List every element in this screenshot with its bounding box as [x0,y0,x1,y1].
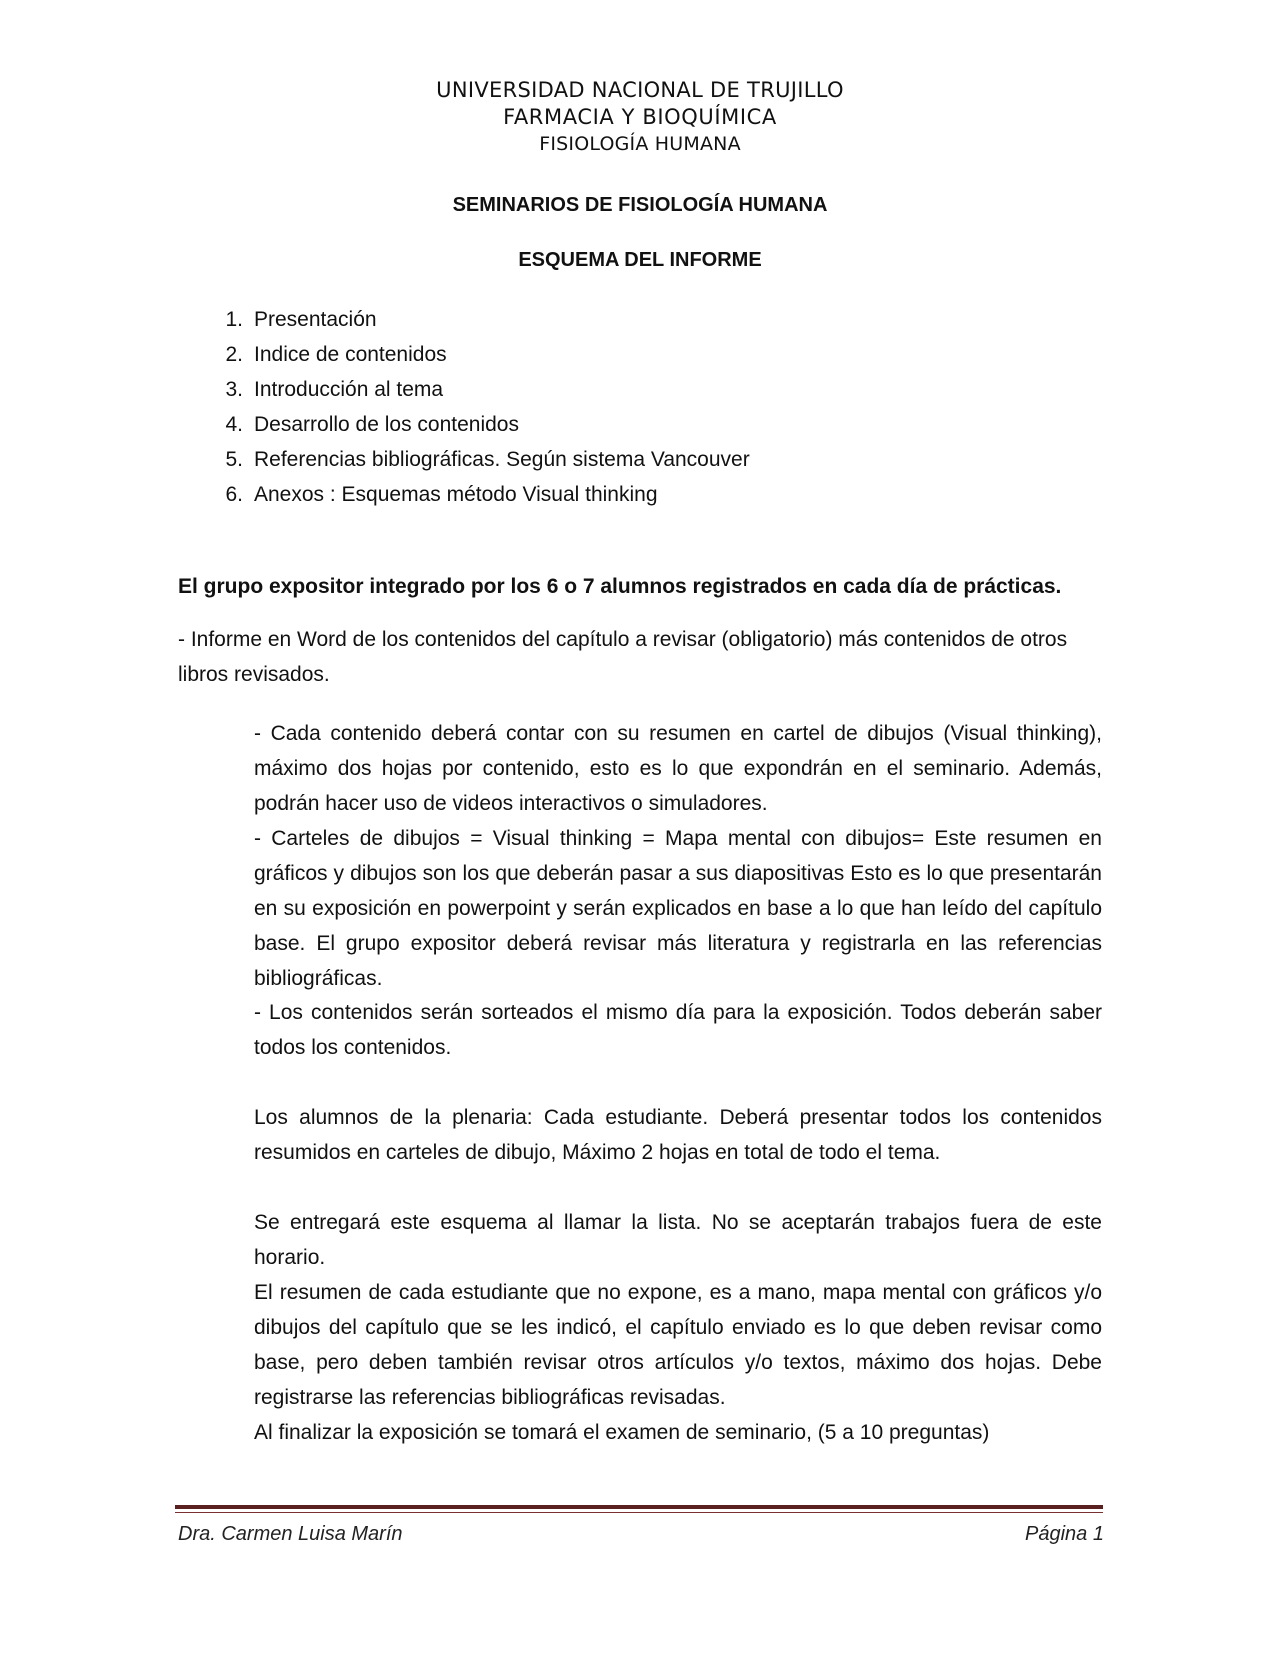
list-item [208,407,750,442]
list-text: Presentación [254,308,377,331]
list-number: 6. [225,483,243,506]
list-text: Referencias bibliográficas. Según sistema Vancouver [254,448,750,471]
list-text: Indice de contenidos [254,343,447,366]
footer-author: Dra. Carmen Luisa Marín [178,1523,403,1545]
list-item [208,372,750,407]
course-name: FISIOLOGÍA HUMANA [539,133,741,155]
report-outline-list [208,302,750,512]
university-name: UNIVERSIDAD NACIONAL DE TRUJILLO [436,78,844,102]
plenary-paragraph: El resumen de cada estudiante que no expone, es a mano, mapa mental con gráficos y/o dibujos del capítulo que se les indicó, el capítulo enviado es lo que deben revisar como base, pero deben también revisar otros artículos y/o textos, máximo dos hojas. Debe registrarse las referencias bibliográficas revisadas. [254,1281,1102,1409]
bullet-paragraph: - Cada contenido deberá contar con su resumen en cartel de dibujos (Visual thinking), máximo dos hojas por contenido, esto es lo que expondrán en el seminario. Además, podrán hacer uso de videos interactivos o simuladores. [254,722,1102,815]
document-subtitle: ESQUEMA DEL INFORME [518,249,762,271]
footer-rule-thin [175,1512,1103,1513]
footer-rule [175,1505,1103,1509]
document-title: SEMINARIOS DE FISIOLOGÍA HUMANA [452,194,828,216]
plenary-paragraph: Los alumnos de la plenaria: Cada estudiante. Deberá presentar todos los contenidos resumidos en carteles de dibujo, Máximo 2 hojas en total de todo el tema. [254,1106,1102,1164]
plenary-paragraph: Se entregará este esquema al llamar la lista. No se aceptarán trabajos fuera de este horario. [254,1211,1102,1269]
bullet-paragraph: - Los contenidos serán sorteados el mismo día para la exposición. Todos deberán saber todos los contenidos. [254,1001,1102,1059]
list-item [208,302,750,337]
list-number: 3. [225,378,243,401]
list-number: 5. [225,448,243,471]
informe-paragraph: - Informe en Word de los contenidos del capítulo a revisar (obligatorio) más contenidos de otros libros revisados. [178,628,1068,686]
bullet-paragraph: - Carteles de dibujos = Visual thinking = Mapa mental con dibujos= Este resumen en gráficos y dibujos son los que deberán pasar a sus diapositivas Esto es lo que presentarán en su exposición en powerpoint y serán explicados en base a lo que han leído del capítulo base. El grupo expositor deberá revisar más literatura y registrarla en las referencias bibliográficas. [254,827,1102,990]
list-number: 4. [225,413,243,436]
list-number: 1. [225,308,243,331]
plenary-paragraph: Al finalizar la exposición se tomará el examen de seminario, (5 a 10 preguntas) [254,1421,990,1444]
list-text: Desarrollo de los contenidos [254,413,519,436]
page-number: Página 1 [1025,1523,1104,1545]
faculty-name: FARMACIA Y BIOQUÍMICA [503,105,777,129]
list-number: 2. [225,343,243,366]
list-text: Anexos : Esquemas método Visual thinking [254,483,658,506]
list-text: Introducción al tema [254,378,444,401]
group-heading: El grupo expositor integrado por los 6 o 7 alumnos registrados en cada día de prácticas. [178,575,1062,598]
list-item [208,442,750,477]
list-item [208,477,750,512]
list-item [208,337,750,372]
